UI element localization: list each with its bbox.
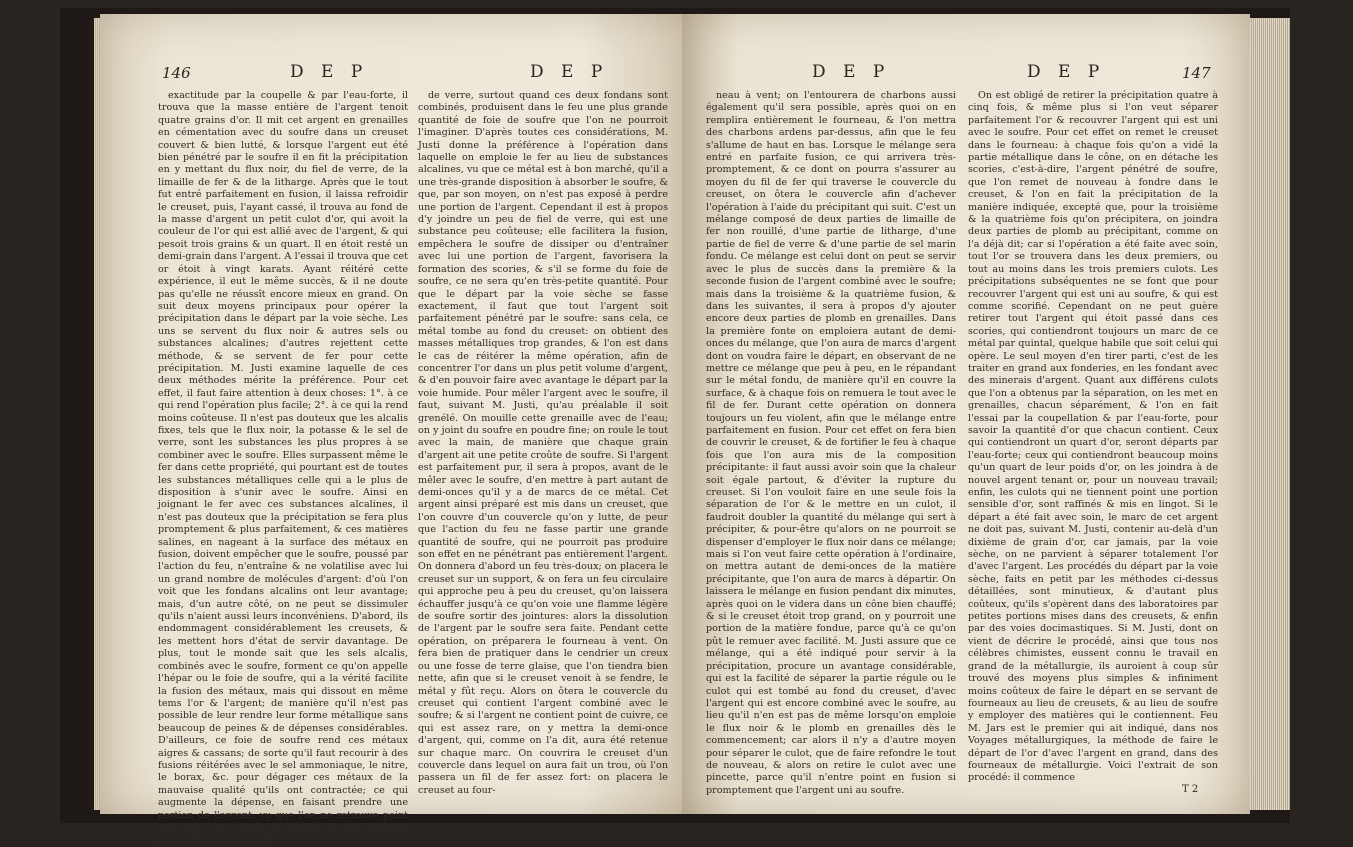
right-column-2-text: On est obligé de retirer la précipitation quatre à cinq fois, & même plus si l'on veut séparer parfaitement l'or & recouvrer l'argent qui est uni avec le soufre. Pour cet effet on remet le creuset dans le fourneau: à chaque fois qu'on a vidé la partie métallique dans le cône, on en détache les scories, c'est-à-dire, l'argent pénétré de soufre, que l'on remet de nouveau à fondre dans le creuset, & l'on en fait la précipitation de la manière indiquée, excepté que, pour la troisième & la quatrième fois qu'on précipitera, on joindra deux parties de plomb au précipitant, comme on l'a déjà dit; car si l'opération a été faite avec soin, tout l'or se trouvera dans les deux premiers, ou tout au moins dans les trois premiers culots. Les précipitations subséquentes ne se font que pour recouvrer l'argent qui est uni au soufre, & qui est comme scorifié. Cependant on ne peut guère retirer tout l'argent qui étoit passé dans ces scories, qui contiendront toujours un marc de ce métal par quintal, quelque habile que soit celui qui opère. Le seul moyen d'en tirer parti, c'est de les traiter en grand aux fonderies, en les fondant avec des minerais d'argent. Quant aux différens culots que l'on a obtenus par la séparation, on les met en grenailles, chacun séparément, & l'on en fait l'essai par la coupellation & par l'eau-forte, pour savoir la quantité d'or que chacun contient. Ceux qui contiendront un quart d'or, seront départs par l'eau-forte; ceux qui contiendront beaucoup moins qu'un quart de leur poids d'or, on les joindra à de nouvel argent tenant or, pour un nouveau travail; enfin, les culots qui ne tiennent point une portion sensible d'or, sont raffinés & mis en lingot. Si le départ a été fait avec soin, le marc de cet argent ne doit pas, suivant M. Justi, contenir au-delà d'un dixième de grain d'or, car jamais, par la voie sèche, on ne parvient à séparer totalement l'or d'avec l'argent. Les procédés du départ par la voie sèche, faits en petit par les méthodes ci-dessus détaillées, sont minutieux, & d'autant plus coûteux, qu'ils s'opèrent dans des laboratoires par petites portions mises dans des creusets, & enfin par des voies docimastiques. Si M. Justi, dont on vient de décrire le procédé, ainsi que tous nos célèbres chimistes, eussent connu le travail en grand de la métallurgie, ils auroient à coup sûr trouvé des moyens plus simples & infiniment moins coûteux de faire le départ en se servant de fourneaux au lieu de creusets, & au lieu de soufre y employer des matières qui le contiennent. Feu M. Jars est le premier qui ait indiqué, dans nos Voyages métallurgiques, la méthode de faire le départ de l'or d'avec l'argent en grand, dans des fourneaux de métallurgie. Voici l'extrait de son procédé: il commence — [968, 90, 1218, 784]
left-page-number: 146 — [162, 64, 191, 82]
left-column-2 — [418, 90, 668, 797]
right-page — [682, 14, 1250, 814]
right-page-edges — [1246, 18, 1290, 810]
left-column-2-text: de verre, surtout quand ces deux fondans sont combinés, produisent dans le feu une plus grande quantité de foie de soufre que l'on ne pourroit l'imaginer. D'après toutes ces considérations, M. Justi donne la préférence à l'opération dans laquelle on emploie le fer au lieu de substances alcalines, vu que ce métal est à bon marché, qu'il a une très-grande disposition à absorber le soufre, & que, par son moyen, on n'est pas exposé à perdre une portion de l'argent. Cependant il est à propos d'y joindre un peu de fiel de verre, qui est une substance peu coûteuse; elle facilitera la fusion, empêchera le soufre de dissiper ou d'entraîner avec lui une portion de l'argent, favorisera la formation des scories, & s'il se forme du foie de soufre, ce ne sera qu'en très-petite quantité. Pour que le départ par la voie sèche se fasse exactement, il faut que tout l'argent soit parfaitement pénétré par le soufre: sans cela, ce métal tombe au fond du creuset: on obtient des masses métalliques trop grandes, & l'on est dans le cas de réitérer la même opération, afin de concentrer l'or dans un plus petit volume d'argent, & d'en pouvoir faire avec avantage le départ par la voie humide. Pour mêler l'argent avec le soufre, il faut, suivant M. Justi, qu'au préalable il soit grenélé. On mouille cette grenaille avec de l'eau; on y joint du soufre en poudre fine; on roule le tout avec la main, de manière que chaque grain d'argent ait une petite croûte de soufre. Si l'argent est parfaitement pur, il sera à propos, avant de le mêler avec le soufre, d'en mettre à part autant de demi-onces qu'il y a de marcs de ce métal. Cet argent ainsi préparé est mis dans un creuset, que l'on couvre d'un couvercle qu'on y lutte, de peur que l'action du feu ne fasse partir une grande quantité de soufre, qui ne pourroit pas produire son effet en ne pénétrant pas entièrement l'argent. On donnera d'abord un feu très-doux; on placera le creuset sur un support, & on fera un feu circulaire qui approche peu à peu du creuset, qu'on laissera échauffer jusqu'à ce qu'on voie une flamme légère de soufre sortir des jointures: alors la dissolution de l'argent par le soufre sera faite. Pendant cette opération, on préparera le fourneau à vent. On fera bien de pratiquer dans le cendrier un creux ou une fosse de terre glaise, que l'on tiendra bien nette, afin que si le creuset venoit à se fendre, le métal y fût reçu. Alors on ôtera le couvercle du creuset qui contient l'argent combiné avec le soufre; & si l'argent ne contient point de cuivre, ce qui est assez rare, on y mettra la demi-once d'argent, qui, comme on l'a dit, aura été retenue sur chaque marc. On couvrira le creuset d'un couvercle dans lequel on aura fait un trou, où l'on passera un fil de fer assez fort: on placera le creuset au four- — [418, 90, 668, 796]
left-column-1-text: exactitude par la coupelle & par l'eau-forte, il trouva que la masse entière de l'argent tenoit quatre grains d'or. Il mit cet argent en grenailles en cémentation avec du soufre dans un creuset couvert & bien lutté, & lorsque l'argent eut été bien pénétré par le soufre il en fit la précipitation en y mettant du flux noir, du fiel de verre, de la limaille de fer & de la litharge. Après que le tout fut entré parfaitement en fusion, il laissa refroidir le creuset, puis, l'ayant cassé, il trouva au fond de la masse d'argent un petit culot d'or, qui avoit la couleur de l'or qui est allié avec de l'argent, & qui pesoit trois grains & un quart. Il en étoit resté un demi-grain dans l'argent. A l'essai il trouva que cet or étoit à vingt karats. Ayant réitéré cette expérience, il eut le même succès, & il ne doute pas qu'elle ne réussît encore mieux en grand. On suit deux moyens principaux pour opérer la précipitation dans le départ par la voie sèche. Les uns se servent du flux noir & autres sels ou substances alcalines; d'autres rejettent cette méthode, & se servent de fer pour cette précipitation. M. Justi examine laquelle de ces deux méthodes mérite la préférence. Pour cet effet, il faut faire attention à deux choses: 1°. à ce qui rend l'opération plus facile; 2°. à ce qui la rend moins coûteuse. Il n'est pas douteux que les alcalis fixes, tels que le flux noir, la potasse & le sel de verre, sont les substances les plus propres à se combiner avec le soufre. Elles surpassent même le fer dans cette propriété, qui pourtant est de toutes les substances métalliques celle qui a le plus de disposition à s'unir avec le soufre. Ainsi en joignant le fer avec ces substances alcalines, il n'est pas douteux que la précipitation se fera plus promptement & plus parfaitement, & ces matières salines, en nageant à la surface des métaux en fusion, doivent empêcher que le soufre, poussé par l'action du feu, n'entraîne & ne volatilise avec lui un grand nombre de molécules d'argent: d'où l'on voit que les fondans alcalins ont leur avantage; mais, d'un autre côté, on ne peut se dissimuler qu'ils n'aient aussi leurs inconvéniens. D'abord, ils endommagent considérablement les creusets, & les mettent hors d'état de servir davantage. De plus, tout le monde sait que les sels alcalis, combinés avec le soufre, forment ce qu'on appelle l'hépar ou le foie de soufre, qui a la vérité facilite la fusion des métaux, mais qui dissout en même tems l'or & l'argent; de manière qu'il n'est pas possible de leur rendre leur forme métallique sans beaucoup de peines & de dépenses considérables. D'ailleurs, ce foie de soufre rend ces métaux aigres & cassans; de sorte qu'il faut recourir à des fusions réitérées avec le sel ammoniaque, le nitre, le borax, &c. pour dégager ces métaux de la mauvaise qualité qu'ils ont contractée; ce qui augmente la dépense, en faisant prendre une portion de l'argent, vu que l'on ne retrouve point celui qui s'est converti en scories. M. Justi a trouvé que le flux noir & le fiel — [158, 90, 408, 846]
right-page-number: 147 — [1182, 64, 1211, 82]
right-column-2 — [968, 90, 1218, 785]
left-running-head-2: D E P — [530, 62, 609, 82]
right-running-head-1: D E P — [812, 62, 891, 82]
left-page — [100, 14, 700, 846]
right-column-1 — [706, 90, 956, 797]
signature-mark: T 2 — [1182, 784, 1199, 795]
left-column-1 — [158, 90, 408, 847]
left-running-head-1: D E P — [290, 62, 369, 82]
open-book — [60, 8, 1290, 846]
right-column-1-text: neau à vent; on l'entourera de charbons aussi également qu'il sera possible, après quoi on en remplira entièrement le fourneau, & l'on mettra des charbons ardens par-dessus, afin que le feu s'allume de haut en bas. Lorsque le mélange sera entré en parfaite fusion, ce qui arrivera très-promptement, & ce dont on pourra s'assurer au moyen du fil de fer qui traverse le couvercle du creuset, on ôtera le couvercle afin d'achever l'opération à l'aide du précipitant qui suit. C'est un mélange composé de deux parties de limaille de fer non rouillé, d'une partie de litharge, d'une partie de fiel de verre & d'une partie de sel marin fondu. Ce mélange est celui dont on peut se servir avec le plus de succès dans la première & la seconde fusion de l'argent combiné avec le soufre; mais dans la troisième & la quatrième fusion, & dans les suivantes, il sera à propos d'y ajouter encore deux parties de plomb en grenailles. Dans la première fonte on emploiera autant de demi-onces du mélange, que l'on aura de marcs d'argent dont on voudra faire le départ, en observant de ne mettre ce mélange que peu à peu, en le répandant sur le métal fondu, de manière qu'il en couvre la surface, & à chaque fois on remuera le tout avec le fil de fer. Durant cette opération on donnera toujours un feu violent, afin que le mélange entre parfaitement en fusion. Pour cet effet on fera bien de couvrir le creuset, & de fortifier le feu à chaque fois que l'on aura mis de la composition précipitante: il faut aussi avoir soin que la chaleur soit égale partout, & d'éviter la rupture du creuset. Si l'on vouloit faire en une seule fois la séparation de l'or & le mettre en un culot, il faudroit doubler la quantité du mélange qui sert à précipiter, & pour-être qu'alors on ne pourroit se dispenser d'employer le flux noir dans ce mélange; mais si l'on veut faire cette opération à l'ordinaire, on mettra autant de demi-onces de la matière précipitante, que l'on aura de marcs à départir. On laissera le mélange en fusion pendant dix minutes, après quoi on le videra dans un cône bien chauffé; & si le creuset étoit trop grand, on y pourroit une portion de la matière fondue, parce qu'à ce qu'on pût le remuer avec facilité. M. Justi assure que ce mélange, qui a été indiqué pour servir à la précipitation, procure un avantage considérable, qui est la facilité de séparer la partie régule ou le culot qui est tombé au fond du creuset, d'avec l'argent qui est encore combiné avec le soufre, au lieu qu'il n'en est pas de même lorsqu'on emploie le flux noir & le plomb en grenailles dès le commencement; car alors il n'y a d'autre moyen pour séparer le culot, que de faire refondre le tout de nouveau, & alors on retire le culot avec une pincette, parce qu'il n'entre point en fusion si promptement que l'argent uni au soufre. — [706, 90, 956, 796]
right-running-head-2: D E P — [1027, 62, 1106, 82]
